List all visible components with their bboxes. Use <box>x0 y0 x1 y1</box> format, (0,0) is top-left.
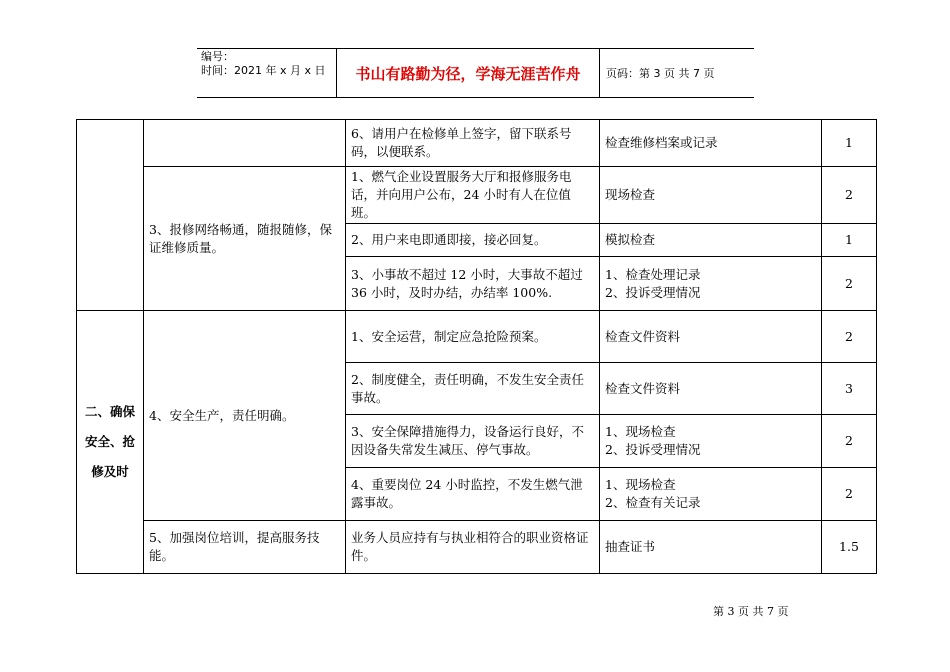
requirement-cell: 2、制度健全，责任明确，不发生安全责任事故。 <box>346 363 600 415</box>
header-motto: 书山有路勤为径，学海无涯苦作舟 <box>337 49 600 97</box>
page-header <box>197 48 754 98</box>
item-cell: 5、加强岗位培训，提高服务技能。 <box>144 521 346 574</box>
method-cell: 检查文件资料 <box>600 363 822 415</box>
table-row <box>77 521 877 574</box>
table-row <box>77 120 877 167</box>
item-cell <box>144 120 346 167</box>
requirement-cell: 业务人员应持有与执业相符合的职业资格证件。 <box>346 521 600 574</box>
table-row <box>77 311 877 363</box>
requirement-cell: 3、小事故不超过 12 小时，大事故不超过 36 小时，及时办结，办结率 100%. <box>346 257 600 311</box>
score-cell: 1.5 <box>822 521 877 574</box>
method-cell: 1、检查处理记录 2、投诉受理情况 <box>600 257 822 311</box>
evaluation-table <box>76 119 877 574</box>
score-cell: 1 <box>822 120 877 167</box>
method-cell: 抽查证书 <box>600 521 822 574</box>
method-cell: 1、现场检查 2、投诉受理情况 <box>600 415 822 468</box>
category-cell <box>77 120 144 311</box>
header-page-code: 页码：第 3 页 共 7 页 <box>606 67 715 80</box>
table-row <box>77 167 877 224</box>
score-cell: 2 <box>822 311 877 363</box>
requirement-cell: 3、安全保障措施得力，设备运行良好，不因设备失常发生减压、停气事故。 <box>346 415 600 468</box>
method-cell: 检查文件资料 <box>600 311 822 363</box>
method-cell: 检查维修档案或记录 <box>600 120 822 167</box>
number-label: 编号： <box>201 50 234 63</box>
category-cell: 二、确保安全、抢修及时 <box>77 311 144 574</box>
score-cell: 2 <box>822 257 877 311</box>
score-cell: 2 <box>822 468 877 521</box>
method-cell: 模拟检查 <box>600 224 822 257</box>
requirement-cell: 2、用户来电即通即接，接必回复。 <box>346 224 600 257</box>
item-cell: 3、报修网络畅通，随报随修，保证维修质量。 <box>144 167 346 311</box>
method-cell: 现场检查 <box>600 167 822 224</box>
requirement-cell: 1、燃气企业设置服务大厅和报修服务电话，并向用户公布，24 小时有人在位值班。 <box>346 167 600 224</box>
score-cell: 2 <box>822 167 877 224</box>
requirement-cell: 1、安全运营，制定应急抢险预案。 <box>346 311 600 363</box>
score-cell: 1 <box>822 224 877 257</box>
method-cell: 1、现场检查 2、检查有关记录 <box>600 468 822 521</box>
item-cell: 4、安全生产，责任明确。 <box>144 311 346 521</box>
score-cell: 3 <box>822 363 877 415</box>
time-label: 时间：2021 年 x 月 x 日 <box>201 64 326 77</box>
score-cell: 2 <box>822 415 877 468</box>
requirement-cell: 4、重要岗位 24 小时监控，不发生燃气泄露事故。 <box>346 468 600 521</box>
requirement-cell: 6、请用户在检修单上签字，留下联系号码，以便联系。 <box>346 120 600 167</box>
header-meta <box>197 49 337 97</box>
page-footer: 第 3 页 共 7 页 <box>713 605 789 618</box>
